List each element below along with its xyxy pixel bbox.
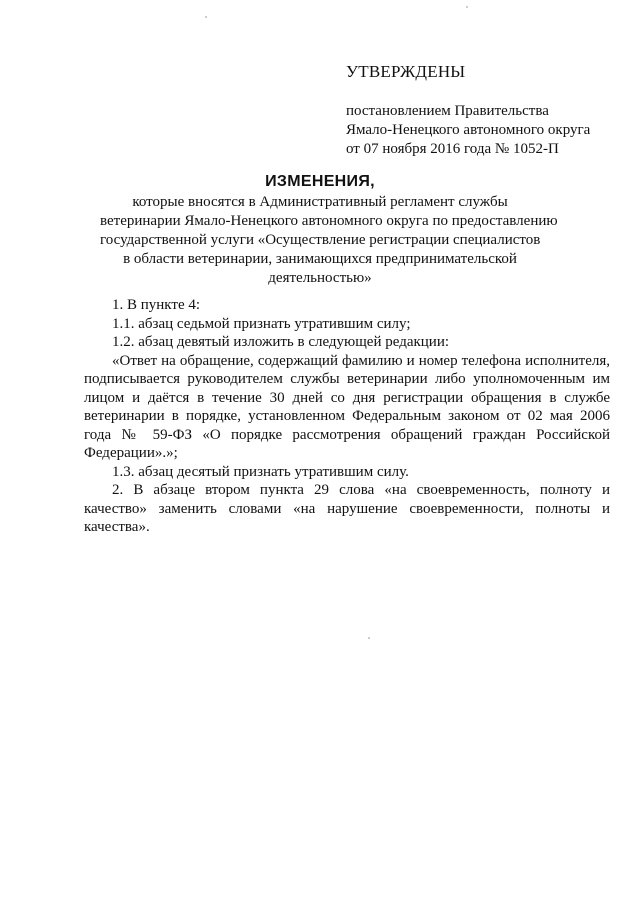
approval-line-2: Ямало-Ненецкого автономного округа bbox=[346, 122, 591, 138]
paragraph-item-1: 1. В пункте 4: bbox=[112, 297, 201, 313]
paragraph-item-1-1: 1.1. абзац седьмой признать утратившим силу; bbox=[112, 315, 411, 332]
subtitle-line-5: деятельностью» bbox=[268, 270, 372, 286]
subtitle-line-2: ветеринарии Ямало-Ненецкого автономного округа по предоставлению bbox=[100, 213, 558, 229]
subtitle-line-1: которые вносятся в Административный регламент службы bbox=[132, 194, 508, 210]
paragraph-item-2: 2. В абзаце втором пункта 29 слова «на своевременность, полноту и качество» заменить словами «на нарушение своевременности, полноты и качества». bbox=[84, 482, 610, 535]
document-title: ИЗМЕНЕНИЯ, bbox=[265, 173, 375, 190]
scan-speck bbox=[368, 637, 370, 639]
approval-title: УТВЕРЖДЕНЫ bbox=[346, 62, 466, 81]
document-body bbox=[84, 296, 610, 537]
paragraph-item-1-2: 1.2. абзац девятый изложить в следующей редакции: bbox=[112, 334, 450, 350]
subtitle-line-3: государственной услуги «Осуществление регистрации специалистов bbox=[100, 232, 541, 248]
approval-line-1: постановлением Правительства bbox=[346, 103, 549, 119]
scan-speck bbox=[466, 6, 468, 8]
approval-block bbox=[346, 62, 606, 159]
document-subtitle bbox=[100, 193, 558, 288]
scan-speck bbox=[205, 16, 207, 18]
subtitle-line-4: в области ветеринарии, занимающихся предпринимательской bbox=[123, 251, 517, 267]
approval-line-3: от 07 ноября 2016 года № 1052-П bbox=[346, 141, 559, 157]
paragraph-item-1-3: 1.3. абзац десятый признать утратившим силу. bbox=[112, 463, 409, 480]
paragraph-quoted-text: «Ответ на обращение, содержащий фамилию и номер телефона исполнителя, подписывается руководителем службы ветеринарии либо уполномоченным им лицом и даётся в течение 30 дней со дня регистрации обращения в службе ветеринарии в порядке, установленном Федеральным законом от 02 мая 2006 года № 59-ФЗ «О порядке рассмотрения обращений граждан Российской Федерации».»; bbox=[84, 352, 610, 461]
